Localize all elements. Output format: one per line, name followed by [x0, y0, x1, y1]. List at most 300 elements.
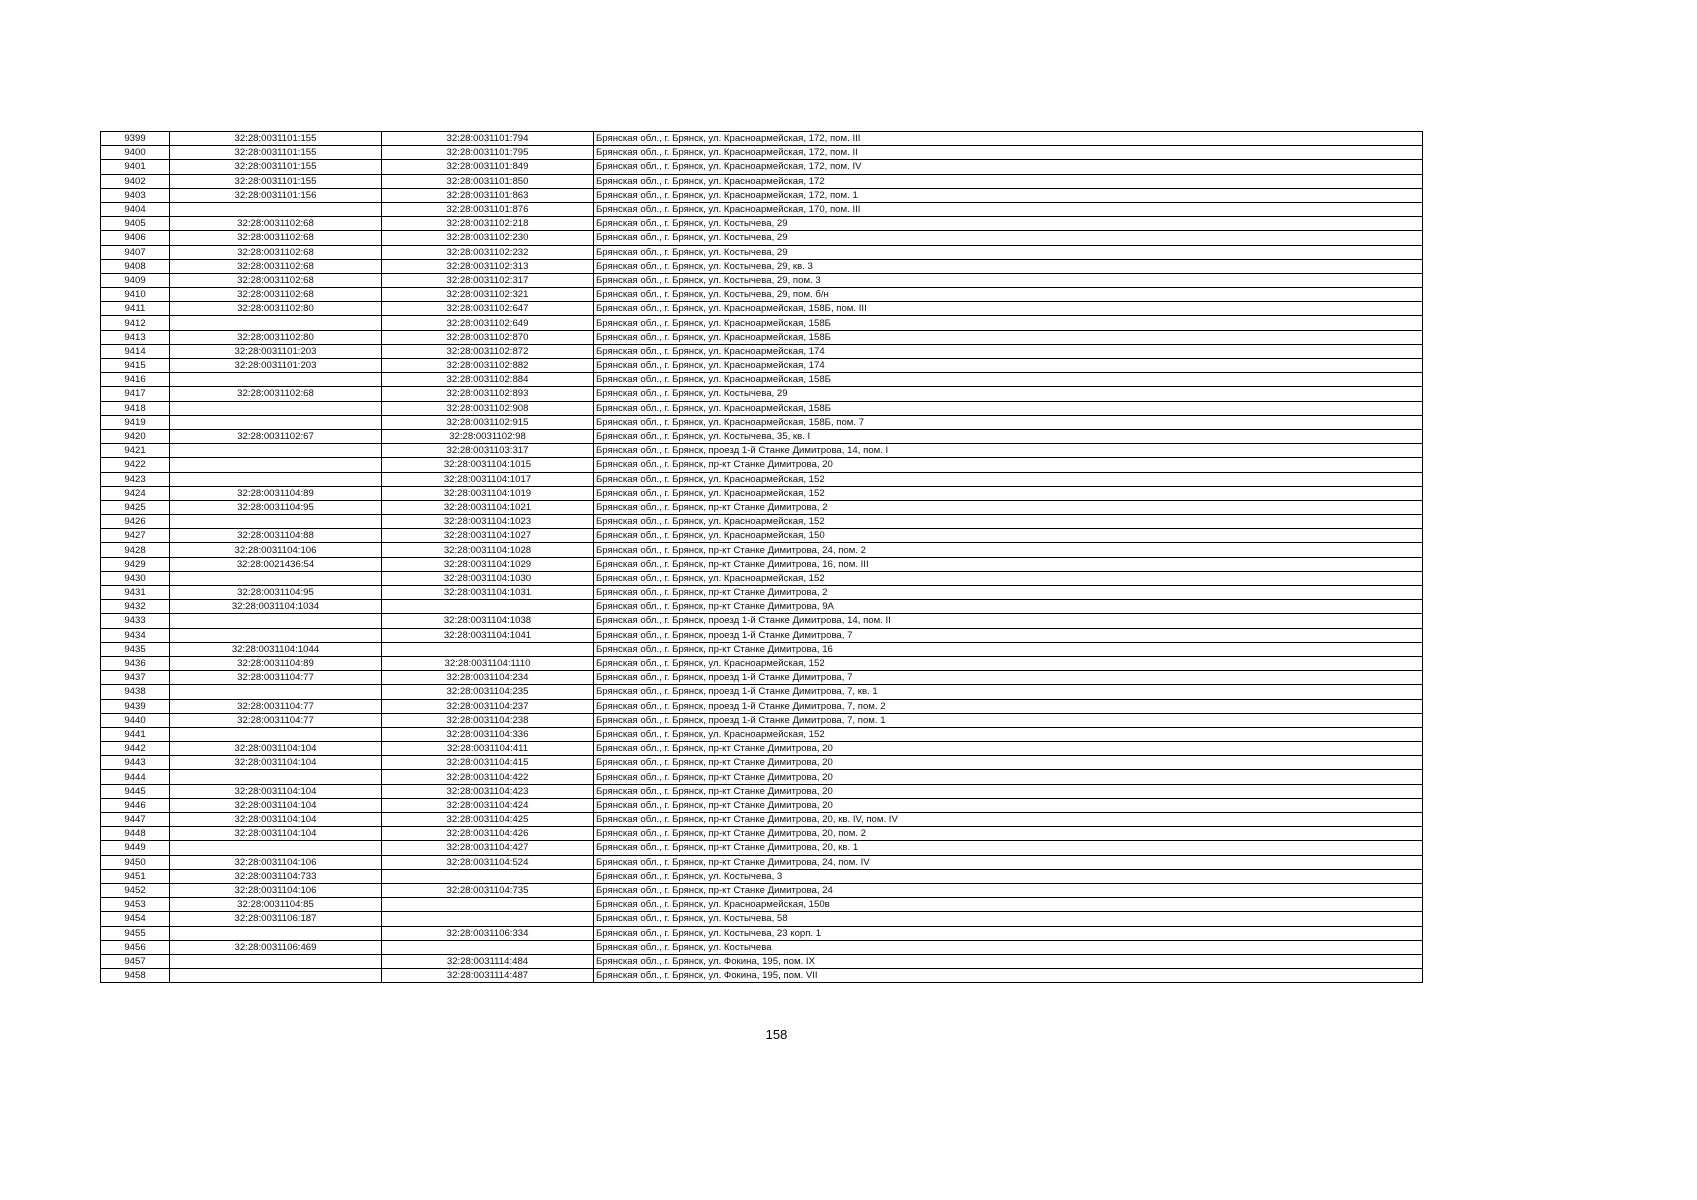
table-row [101, 543, 1423, 557]
row-number-cell: 9431 [101, 586, 170, 600]
row-number-cell: 9449 [101, 841, 170, 855]
row-number-cell: 9443 [101, 756, 170, 770]
row-number-cell: 9446 [101, 798, 170, 812]
parcel-number-cell: 32:28:0031104:106 [170, 883, 382, 897]
parcel-number-cell [170, 954, 382, 968]
table-row [101, 841, 1423, 855]
parcel-number-cell: 32:28:0031104:104 [170, 813, 382, 827]
address-cell: Брянская обл., г. Брянск, пр-кт Станке Димитрова, 24, пом. 2 [594, 543, 1423, 557]
object-number-cell: 32:28:0031104:425 [382, 813, 594, 827]
address-cell: Брянская обл., г. Брянск, ул. Костычева [594, 940, 1423, 954]
object-number-cell: 32:28:0031106:334 [382, 926, 594, 940]
parcel-number-cell [170, 628, 382, 642]
parcel-number-cell: 32:28:0031104:104 [170, 756, 382, 770]
parcel-number-cell: 32:28:0031104:77 [170, 671, 382, 685]
object-number-cell [382, 642, 594, 656]
row-number-cell: 9448 [101, 827, 170, 841]
address-cell: Брянская обл., г. Брянск, ул. Красноармейская, 158Б [594, 316, 1423, 330]
parcel-number-cell: 32:28:0031102:67 [170, 429, 382, 443]
row-number-cell: 9414 [101, 344, 170, 358]
parcel-number-cell: 32:28:0031101:203 [170, 344, 382, 358]
object-number-cell: 32:28:0031104:1041 [382, 628, 594, 642]
object-number-cell: 32:28:0031102:647 [382, 302, 594, 316]
address-cell: Брянская обл., г. Брянск, ул. Костычева, 29, пом. 3 [594, 273, 1423, 287]
parcel-number-cell [170, 841, 382, 855]
object-number-cell: 32:28:0031104:524 [382, 855, 594, 869]
address-cell: Брянская обл., г. Брянск, ул. Костычева, 23 корп. 1 [594, 926, 1423, 940]
object-number-cell [382, 940, 594, 954]
address-cell: Брянская обл., г. Брянск, пр-кт Станке Димитрова, 20 [594, 742, 1423, 756]
row-number-cell: 9420 [101, 429, 170, 443]
table-row [101, 529, 1423, 543]
table-row [101, 713, 1423, 727]
object-number-cell: 32:28:0031102:893 [382, 387, 594, 401]
object-number-cell: 32:28:0031104:423 [382, 784, 594, 798]
address-cell: Брянская обл., г. Брянск, ул. Костычева, 58 [594, 912, 1423, 926]
table-row [101, 132, 1423, 146]
address-cell: Брянская обл., г. Брянск, пр-кт Станке Димитрова, 20 [594, 784, 1423, 798]
object-number-cell: 32:28:0031104:1030 [382, 571, 594, 585]
address-cell: Брянская обл., г. Брянск, проезд 1-й Станке Димитрова, 7 [594, 671, 1423, 685]
parcel-number-cell: 32:28:0031101:155 [170, 174, 382, 188]
object-number-cell [382, 869, 594, 883]
row-number-cell: 9442 [101, 742, 170, 756]
address-cell: Брянская обл., г. Брянск, ул. Красноармейская, 152 [594, 486, 1423, 500]
parcel-number-cell: 32:28:0031102:68 [170, 231, 382, 245]
row-number-cell: 9454 [101, 912, 170, 926]
parcel-number-cell: 32:28:0031104:1044 [170, 642, 382, 656]
table-row [101, 330, 1423, 344]
registry-table-body [101, 132, 1423, 983]
table-row [101, 444, 1423, 458]
table-row [101, 231, 1423, 245]
table-row [101, 146, 1423, 160]
object-number-cell: 32:28:0031102:313 [382, 259, 594, 273]
row-number-cell: 9435 [101, 642, 170, 656]
parcel-number-cell: 32:28:0031101:203 [170, 359, 382, 373]
row-number-cell: 9445 [101, 784, 170, 798]
row-number-cell: 9425 [101, 500, 170, 514]
address-cell: Брянская обл., г. Брянск, ул. Красноармейская, 174 [594, 344, 1423, 358]
address-cell: Брянская обл., г. Брянск, ул. Красноармейская, 152 [594, 472, 1423, 486]
parcel-number-cell: 32:28:0031102:68 [170, 273, 382, 287]
address-cell: Брянская обл., г. Брянск, проезд 1-й Станке Димитрова, 7 [594, 628, 1423, 642]
address-cell: Брянская обл., г. Брянск, ул. Красноармейская, 158Б [594, 330, 1423, 344]
row-number-cell: 9409 [101, 273, 170, 287]
row-number-cell: 9408 [101, 259, 170, 273]
table-row [101, 486, 1423, 500]
table-row [101, 458, 1423, 472]
table-row [101, 316, 1423, 330]
object-number-cell: 32:28:0031104:426 [382, 827, 594, 841]
parcel-number-cell: 32:28:0031102:68 [170, 245, 382, 259]
row-number-cell: 9401 [101, 160, 170, 174]
address-cell: Брянская обл., г. Брянск, пр-кт Станке Димитрова, 16 [594, 642, 1423, 656]
table-row [101, 727, 1423, 741]
parcel-number-cell: 32:28:0031104:88 [170, 529, 382, 543]
address-cell: Брянская обл., г. Брянск, проезд 1-й Станке Димитрова, 7, кв. 1 [594, 685, 1423, 699]
address-cell: Брянская обл., г. Брянск, проезд 1-й Станке Димитрова, 14, пом. I [594, 444, 1423, 458]
address-cell: Брянская обл., г. Брянск, ул. Красноармейская, 170, пом. III [594, 202, 1423, 216]
address-cell: Брянская обл., г. Брянск, ул. Красноармейская, 172, пом. III [594, 132, 1423, 146]
object-number-cell: 32:28:0031104:1031 [382, 586, 594, 600]
parcel-number-cell: 32:28:0031104:104 [170, 742, 382, 756]
table-row [101, 742, 1423, 756]
object-number-cell: 32:28:0031104:427 [382, 841, 594, 855]
parcel-number-cell [170, 444, 382, 458]
row-number-cell: 9447 [101, 813, 170, 827]
object-number-cell: 32:28:0031104:1019 [382, 486, 594, 500]
row-number-cell: 9436 [101, 656, 170, 670]
table-row [101, 926, 1423, 940]
table-row [101, 898, 1423, 912]
table-row [101, 813, 1423, 827]
table-row [101, 912, 1423, 926]
address-cell: Брянская обл., г. Брянск, ул. Красноармейская, 158Б [594, 401, 1423, 415]
address-cell: Брянская обл., г. Брянск, проезд 1-й Станке Димитрова, 7, пом. 1 [594, 713, 1423, 727]
row-number-cell: 9437 [101, 671, 170, 685]
object-number-cell: 32:28:0031104:1015 [382, 458, 594, 472]
address-cell: Брянская обл., г. Брянск, пр-кт Станке Димитрова, 2 [594, 500, 1423, 514]
row-number-cell: 9439 [101, 699, 170, 713]
table-row [101, 770, 1423, 784]
table-row [101, 557, 1423, 571]
parcel-number-cell [170, 571, 382, 585]
address-cell: Брянская обл., г. Брянск, ул. Костычева, 29, кв. 3 [594, 259, 1423, 273]
parcel-number-cell: 32:28:0031104:104 [170, 798, 382, 812]
object-number-cell [382, 600, 594, 614]
row-number-cell: 9430 [101, 571, 170, 585]
row-number-cell: 9403 [101, 188, 170, 202]
table-row [101, 656, 1423, 670]
address-cell: Брянская обл., г. Брянск, пр-кт Станке Димитрова, 24, пом. IV [594, 855, 1423, 869]
table-row [101, 586, 1423, 600]
parcel-number-cell: 32:28:0031104:95 [170, 500, 382, 514]
row-number-cell: 9428 [101, 543, 170, 557]
address-cell: Брянская обл., г. Брянск, проезд 1-й Станке Димитрова, 14, пом. II [594, 614, 1423, 628]
table-row [101, 784, 1423, 798]
object-number-cell: 32:28:0031114:484 [382, 954, 594, 968]
row-number-cell: 9426 [101, 515, 170, 529]
row-number-cell: 9452 [101, 883, 170, 897]
parcel-number-cell [170, 472, 382, 486]
parcel-number-cell [170, 316, 382, 330]
object-number-cell: 32:28:0031104:1023 [382, 515, 594, 529]
table-row [101, 883, 1423, 897]
object-number-cell: 32:28:0031102:915 [382, 415, 594, 429]
registry-table [100, 131, 1423, 983]
table-row [101, 571, 1423, 585]
address-cell: Брянская обл., г. Брянск, ул. Красноармейская, 172 [594, 174, 1423, 188]
object-number-cell: 32:28:0031104:735 [382, 883, 594, 897]
row-number-cell: 9450 [101, 855, 170, 869]
object-number-cell: 32:28:0031102:649 [382, 316, 594, 330]
parcel-number-cell: 32:28:0031104:106 [170, 855, 382, 869]
address-cell: Брянская обл., г. Брянск, ул. Красноармейская, 152 [594, 571, 1423, 585]
parcel-number-cell [170, 401, 382, 415]
address-cell: Брянская обл., г. Брянск, пр-кт Станке Димитрова, 20, кв. IV, пом. IV [594, 813, 1423, 827]
parcel-number-cell: 32:28:0031101:155 [170, 132, 382, 146]
object-number-cell: 32:28:0031104:1017 [382, 472, 594, 486]
parcel-number-cell: 32:28:0031104:77 [170, 713, 382, 727]
address-cell: Брянская обл., г. Брянск, ул. Красноармейская, 158Б, пом. 7 [594, 415, 1423, 429]
object-number-cell [382, 898, 594, 912]
object-number-cell: 32:28:0031102:317 [382, 273, 594, 287]
address-cell: Брянская обл., г. Брянск, ул. Костычева, 35, кв. I [594, 429, 1423, 443]
parcel-number-cell [170, 373, 382, 387]
object-number-cell: 32:28:0031103:317 [382, 444, 594, 458]
address-cell: Брянская обл., г. Брянск, проезд 1-й Станке Димитрова, 7, пом. 2 [594, 699, 1423, 713]
row-number-cell: 9416 [101, 373, 170, 387]
object-number-cell: 32:28:0031104:411 [382, 742, 594, 756]
parcel-number-cell [170, 969, 382, 983]
object-number-cell: 32:28:0031104:238 [382, 713, 594, 727]
address-cell: Брянская обл., г. Брянск, ул. Красноармейская, 150 [594, 529, 1423, 543]
row-number-cell: 9400 [101, 146, 170, 160]
row-number-cell: 9455 [101, 926, 170, 940]
address-cell: Брянская обл., г. Брянск, пр-кт Станке Димитрова, 16, пом. III [594, 557, 1423, 571]
table-row [101, 642, 1423, 656]
table-row [101, 273, 1423, 287]
row-number-cell: 9412 [101, 316, 170, 330]
table-row [101, 798, 1423, 812]
parcel-number-cell: 32:28:0031106:469 [170, 940, 382, 954]
address-cell: Брянская обл., г. Брянск, пр-кт Станке Димитрова, 2 [594, 586, 1423, 600]
object-number-cell: 32:28:0031102:882 [382, 359, 594, 373]
object-number-cell: 32:28:0031104:424 [382, 798, 594, 812]
object-number-cell: 32:28:0031101:850 [382, 174, 594, 188]
table-row [101, 671, 1423, 685]
row-number-cell: 9407 [101, 245, 170, 259]
address-cell: Брянская обл., г. Брянск, ул. Красноармейская, 158Б [594, 373, 1423, 387]
table-row [101, 940, 1423, 954]
parcel-number-cell: 32:28:0031104:95 [170, 586, 382, 600]
table-row [101, 628, 1423, 642]
parcel-number-cell: 32:28:0031104:104 [170, 827, 382, 841]
object-number-cell: 32:28:0031101:794 [382, 132, 594, 146]
table-row [101, 373, 1423, 387]
row-number-cell: 9406 [101, 231, 170, 245]
object-number-cell: 32:28:0031104:415 [382, 756, 594, 770]
parcel-number-cell: 32:28:0031101:155 [170, 146, 382, 160]
parcel-number-cell [170, 458, 382, 472]
address-cell: Брянская обл., г. Брянск, пр-кт Станке Димитрова, 24 [594, 883, 1423, 897]
row-number-cell: 9411 [101, 302, 170, 316]
table-row [101, 387, 1423, 401]
table-row [101, 174, 1423, 188]
object-number-cell: 32:28:0031104:336 [382, 727, 594, 741]
table-row [101, 429, 1423, 443]
row-number-cell: 9410 [101, 288, 170, 302]
object-number-cell: 32:28:0031104:1029 [382, 557, 594, 571]
table-row [101, 202, 1423, 216]
table-row [101, 259, 1423, 273]
address-cell: Брянская обл., г. Брянск, пр-кт Станке Димитрова, 20, кв. 1 [594, 841, 1423, 855]
parcel-number-cell: 32:28:0031104:104 [170, 784, 382, 798]
parcel-number-cell: 32:28:0031104:106 [170, 543, 382, 557]
address-cell: Брянская обл., г. Брянск, пр-кт Станке Димитрова, 9А [594, 600, 1423, 614]
address-cell: Брянская обл., г. Брянск, пр-кт Станке Димитрова, 20 [594, 798, 1423, 812]
address-cell: Брянская обл., г. Брянск, ул. Фокина, 195, пом. VII [594, 969, 1423, 983]
page-number: 158 [765, 1027, 788, 1042]
row-number-cell: 9434 [101, 628, 170, 642]
object-number-cell: 32:28:0031102:321 [382, 288, 594, 302]
object-number-cell: 32:28:0031104:234 [382, 671, 594, 685]
object-number-cell: 32:28:0031104:1110 [382, 656, 594, 670]
object-number-cell: 32:28:0031102:870 [382, 330, 594, 344]
table-row [101, 685, 1423, 699]
parcel-number-cell: 32:28:0031104:89 [170, 656, 382, 670]
parcel-number-cell [170, 614, 382, 628]
parcel-number-cell: 32:28:0021436:54 [170, 557, 382, 571]
parcel-number-cell: 32:28:0031104:733 [170, 869, 382, 883]
parcel-number-cell: 32:28:0031102:68 [170, 259, 382, 273]
row-number-cell: 9451 [101, 869, 170, 883]
address-cell: Брянская обл., г. Брянск, ул. Красноармейская, 152 [594, 515, 1423, 529]
address-cell: Брянская обл., г. Брянск, ул. Костычева, 29 [594, 231, 1423, 245]
object-number-cell: 32:28:0031104:1028 [382, 543, 594, 557]
row-number-cell: 9438 [101, 685, 170, 699]
row-number-cell: 9415 [101, 359, 170, 373]
row-number-cell: 9429 [101, 557, 170, 571]
row-number-cell: 9404 [101, 202, 170, 216]
row-number-cell: 9457 [101, 954, 170, 968]
address-cell: Брянская обл., г. Брянск, ул. Красноармейская, 172, пом. II [594, 146, 1423, 160]
table-row [101, 515, 1423, 529]
address-cell: Брянская обл., г. Брянск, ул. Красноармейская, 152 [594, 656, 1423, 670]
row-number-cell: 9399 [101, 132, 170, 146]
address-cell: Брянская обл., г. Брянск, пр-кт Станке Димитрова, 20, пом. 2 [594, 827, 1423, 841]
address-cell: Брянская обл., г. Брянск, пр-кт Станке Димитрова, 20 [594, 770, 1423, 784]
table-row [101, 500, 1423, 514]
table-row [101, 699, 1423, 713]
row-number-cell: 9413 [101, 330, 170, 344]
row-number-cell: 9417 [101, 387, 170, 401]
parcel-number-cell [170, 415, 382, 429]
address-cell: Брянская обл., г. Брянск, ул. Костычева, 29 [594, 245, 1423, 259]
parcel-number-cell: 32:28:0031106:187 [170, 912, 382, 926]
row-number-cell: 9419 [101, 415, 170, 429]
table-row [101, 954, 1423, 968]
object-number-cell: 32:28:0031101:863 [382, 188, 594, 202]
table-row [101, 288, 1423, 302]
table-row [101, 969, 1423, 983]
parcel-number-cell: 32:28:0031104:85 [170, 898, 382, 912]
table-row [101, 344, 1423, 358]
parcel-number-cell: 32:28:0031102:68 [170, 288, 382, 302]
row-number-cell: 9405 [101, 217, 170, 231]
parcel-number-cell [170, 926, 382, 940]
row-number-cell: 9441 [101, 727, 170, 741]
table-row [101, 756, 1423, 770]
table-row [101, 855, 1423, 869]
table-row [101, 188, 1423, 202]
table-row [101, 415, 1423, 429]
address-cell: Брянская обл., г. Брянск, ул. Фокина, 195, пом. IX [594, 954, 1423, 968]
object-number-cell: 32:28:0031102:884 [382, 373, 594, 387]
table-row [101, 302, 1423, 316]
object-number-cell: 32:28:0031102:230 [382, 231, 594, 245]
object-number-cell: 32:28:0031104:1038 [382, 614, 594, 628]
parcel-number-cell: 32:28:0031104:1034 [170, 600, 382, 614]
table-row [101, 217, 1423, 231]
object-number-cell: 32:28:0031102:908 [382, 401, 594, 415]
object-number-cell: 32:28:0031104:1027 [382, 529, 594, 543]
row-number-cell: 9433 [101, 614, 170, 628]
parcel-number-cell [170, 685, 382, 699]
parcel-number-cell [170, 202, 382, 216]
address-cell: Брянская обл., г. Брянск, ул. Костычева, 3 [594, 869, 1423, 883]
object-number-cell: 32:28:0031104:237 [382, 699, 594, 713]
address-cell: Брянская обл., г. Брянск, ул. Красноармейская, 174 [594, 359, 1423, 373]
object-number-cell: 32:28:0031104:235 [382, 685, 594, 699]
table-row [101, 472, 1423, 486]
parcel-number-cell: 32:28:0031102:68 [170, 387, 382, 401]
row-number-cell: 9440 [101, 713, 170, 727]
address-cell: Брянская обл., г. Брянск, ул. Костычева, 29 [594, 217, 1423, 231]
table-row [101, 614, 1423, 628]
parcel-number-cell: 32:28:0031101:156 [170, 188, 382, 202]
object-number-cell: 32:28:0031101:795 [382, 146, 594, 160]
object-number-cell: 32:28:0031104:1021 [382, 500, 594, 514]
object-number-cell: 32:28:0031114:487 [382, 969, 594, 983]
row-number-cell: 9402 [101, 174, 170, 188]
object-number-cell: 32:28:0031101:876 [382, 202, 594, 216]
parcel-number-cell [170, 727, 382, 741]
address-cell: Брянская обл., г. Брянск, ул. Красноармейская, 158Б, пом. III [594, 302, 1423, 316]
address-cell: Брянская обл., г. Брянск, пр-кт Станке Димитрова, 20 [594, 458, 1423, 472]
parcel-number-cell: 32:28:0031102:80 [170, 330, 382, 344]
object-number-cell: 32:28:0031102:232 [382, 245, 594, 259]
row-number-cell: 9456 [101, 940, 170, 954]
parcel-number-cell: 32:28:0031102:68 [170, 217, 382, 231]
object-number-cell: 32:28:0031101:849 [382, 160, 594, 174]
parcel-number-cell: 32:28:0031104:89 [170, 486, 382, 500]
row-number-cell: 9423 [101, 472, 170, 486]
parcel-number-cell: 32:28:0031102:80 [170, 302, 382, 316]
table-row [101, 160, 1423, 174]
row-number-cell: 9427 [101, 529, 170, 543]
row-number-cell: 9422 [101, 458, 170, 472]
row-number-cell: 9418 [101, 401, 170, 415]
address-cell: Брянская обл., г. Брянск, ул. Костычева, 29, пом. б/н [594, 288, 1423, 302]
row-number-cell: 9444 [101, 770, 170, 784]
table-row [101, 827, 1423, 841]
table-row [101, 245, 1423, 259]
address-cell: Брянская обл., г. Брянск, ул. Красноармейская, 172, пом. 1 [594, 188, 1423, 202]
address-cell: Брянская обл., г. Брянск, ул. Красноармейская, 152 [594, 727, 1423, 741]
address-cell: Брянская обл., г. Брянск, пр-кт Станке Димитрова, 20 [594, 756, 1423, 770]
object-number-cell: 32:28:0031102:872 [382, 344, 594, 358]
table-row [101, 869, 1423, 883]
address-cell: Брянская обл., г. Брянск, ул. Красноармейская, 150в [594, 898, 1423, 912]
address-cell: Брянская обл., г. Брянск, ул. Костычева, 29 [594, 387, 1423, 401]
object-number-cell [382, 912, 594, 926]
object-number-cell: 32:28:0031102:218 [382, 217, 594, 231]
parcel-number-cell: 32:28:0031101:155 [170, 160, 382, 174]
parcel-number-cell [170, 770, 382, 784]
table-row [101, 600, 1423, 614]
object-number-cell: 32:28:0031104:422 [382, 770, 594, 784]
row-number-cell: 9432 [101, 600, 170, 614]
row-number-cell: 9424 [101, 486, 170, 500]
table-row [101, 401, 1423, 415]
row-number-cell: 9458 [101, 969, 170, 983]
row-number-cell: 9421 [101, 444, 170, 458]
row-number-cell: 9453 [101, 898, 170, 912]
address-cell: Брянская обл., г. Брянск, ул. Красноармейская, 172, пом. IV [594, 160, 1423, 174]
parcel-number-cell [170, 515, 382, 529]
